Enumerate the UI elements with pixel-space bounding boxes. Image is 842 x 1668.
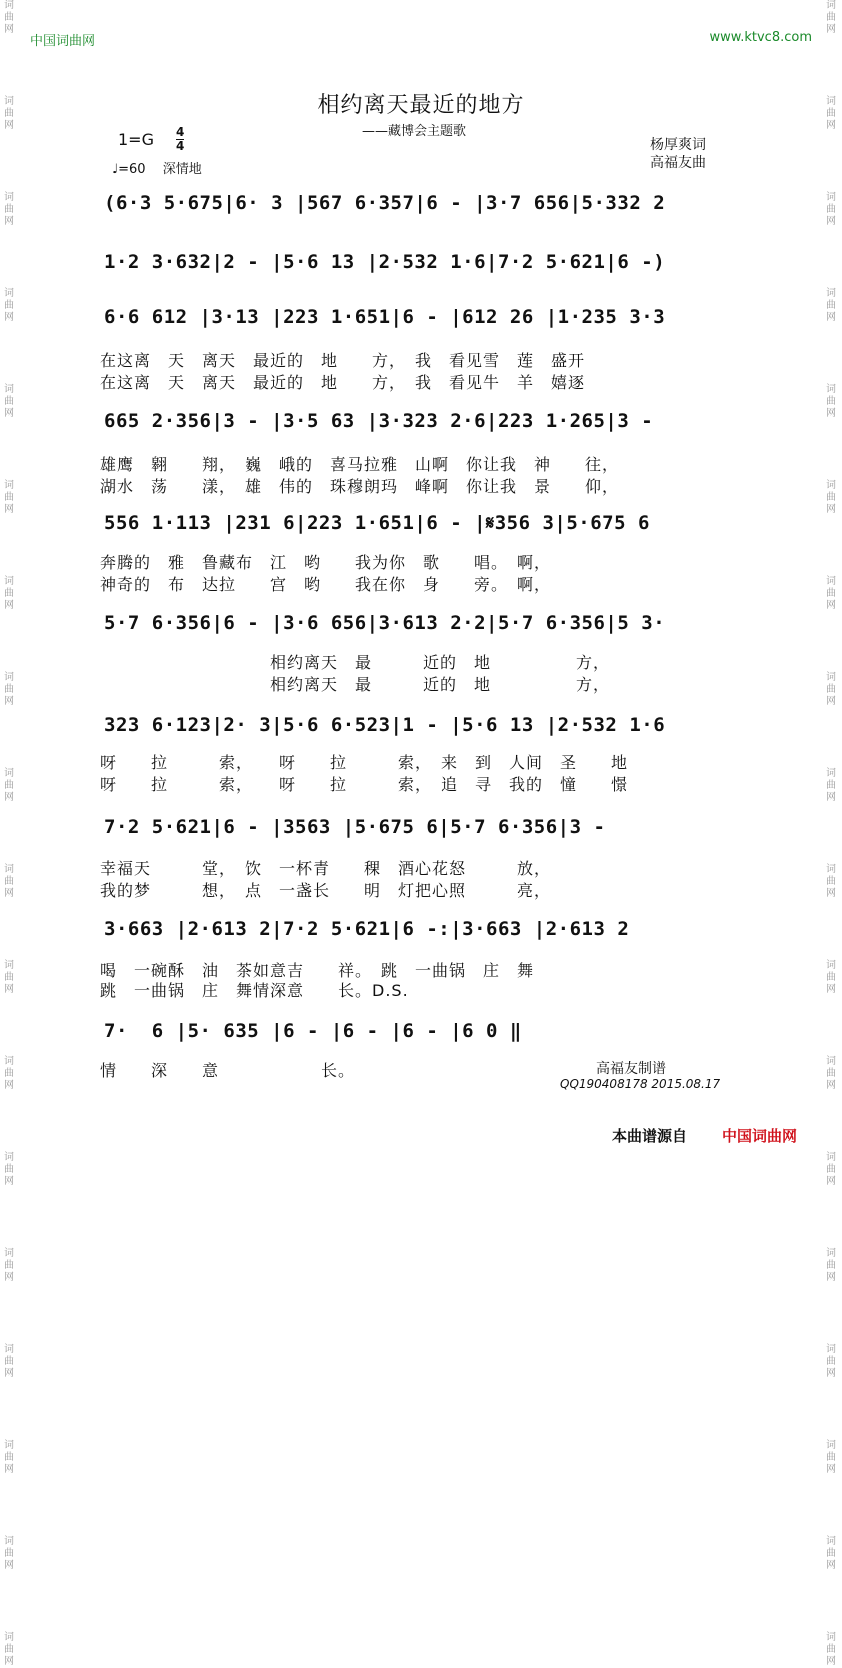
lyric-row-8-verse-1: 幸福天 堂， 饮 一杯青 稞 酒心花怒 放， [100,859,552,878]
notation-row-3: 6·6 612 |3·13 |223 1·651|6 - |612 26 |1·235 3·3 [104,306,666,328]
notation-row-9: 3·663 |2·613 2|7·2 5·621|6 -:|3·663 |2·613 2 [104,918,630,940]
lyric-row-9-verse-2: 跳 一曲锅 庄 舞情深意 长。D.S. [100,981,409,1000]
footer-source-label: 本曲谱源自 [612,1127,688,1145]
lyric-row-3-verse-2: 在这离 天 离天 最近的 地 方， 我 看见牛 羊 嬉逐 [100,373,586,392]
notation-row-5: 556 1·113 |231 6|223 1·651|6 - |𝄋356 3|5·675 6 [104,512,650,534]
lyric-row-4-verse-2: 湖水 荡 漾， 雄 伟的 珠穆朗玛 峰啊 你让我 景 仰， [100,477,620,496]
lyric-row-4-verse-1: 雄鹰 翱 翔， 巍 峨的 喜马拉雅 山啊 你让我 神 往， [100,455,620,474]
lyricist: 杨厚爽词 [650,137,706,153]
lyric-row-6-verse-1: 相约离天 最 近的 地 方， [100,653,611,672]
time-signature-top: 4 [176,125,185,139]
lyric-row-3-verse-1: 在这离 天 离天 最近的 地 方， 我 看见雪 莲 盛开 [100,351,586,370]
watermark-right: 词 曲 网 词 曲 网 词 曲 网 词 曲 网 词 曲 网 词 曲 网 词 曲 网 词 曲 网 词 曲 网 词 曲 网 词 曲 网 词 曲 网 词 曲 网 词 曲 网 词 曲 网 词 曲 网 词 曲 网 词 曲 网 [826,0,836,1667]
site-url-right[interactable]: www.ktvc8.com [709,30,812,45]
song-subtitle: ——藏博会主题歌 [362,124,467,139]
key-signature: 1=G [118,130,154,149]
time-signature [176,126,184,153]
lyric-row-5-verse-1: 奔腾的 雅 鲁藏布 江 哟 我为你 歌 唱。 啊， [100,553,552,572]
notation-row-2: 1·2 3·632|2 - |5·6 13 |2·532 1·6|7·2 5·621|6 -) [104,251,666,273]
notation-row-4: 665 2·356|3 - |3·5 63 |3·323 2·6|223 1·265|3 - [104,410,654,432]
lyric-row-5-verse-2: 神奇的 布 达拉 宫 哟 我在你 身 旁。 啊， [100,575,552,594]
time-signature-bottom: 4 [176,139,185,153]
lyric-row-8-verse-2: 我的梦 想， 点 一盏长 明 灯把心照 亮， [100,881,552,900]
lyric-row-7-verse-1: 呀 拉 索， 呀 拉 索， 来 到 人间 圣 地 [100,753,629,772]
watermark-left: 词 曲 网 词 曲 网 词 曲 网 词 曲 网 词 曲 网 词 曲 网 词 曲 网 词 曲 网 词 曲 网 词 曲 网 词 曲 网 词 曲 网 词 曲 网 词 曲 网 词 曲 网 词 曲 网 词 曲 网 词 曲 网 [4,0,14,1667]
notation-row-7: 323 6·123|2· 3|5·6 6·523|1 - |5·6 13 |2·532 1·6 [104,714,666,736]
lyric-row-7-verse-2: 呀 拉 索， 呀 拉 索， 追 寻 我的 憧 憬 [100,775,629,794]
site-name-left[interactable]: 中国词曲网 [30,34,96,49]
song-title: 相约离天最近的地方 [317,93,525,118]
notation-row-8: 7·2 5·621|6 - |3563 |5·675 6|5·7 6·356|3 - [104,816,606,838]
lyric-row-6-verse-2: 相约离天 最 近的 地 方， [100,675,611,694]
tempo-marking: ♩=60 深情地 [112,162,202,177]
lyric-row-9-verse-1: 喝 一碗酥 油 茶如意吉 祥。 跳 一曲锅 庄 舞 [100,961,535,980]
notation-row-1: (6·3 5·675|6· 3 |567 6·357|6 - |3·7 656|5·332 2 [104,192,666,214]
composer: 高福友曲 [650,155,706,171]
notation-row-10: 7· 6 |5· 635 |6 - |6 - |6 - |6 0 ‖ [104,1020,522,1042]
arranger-credit: 高福友制谱 [596,1061,666,1077]
lyric-row-10: 情 深 意 长。 [100,1061,356,1080]
contact-date: QQ190408178 2015.08.17 [560,1077,721,1091]
notation-row-6: 5·7 6·356|6 - |3·6 656|3·613 2·2|5·7 6·356|5 3· [104,612,666,634]
footer-site-link[interactable]: 中国词曲网 [722,1127,798,1145]
